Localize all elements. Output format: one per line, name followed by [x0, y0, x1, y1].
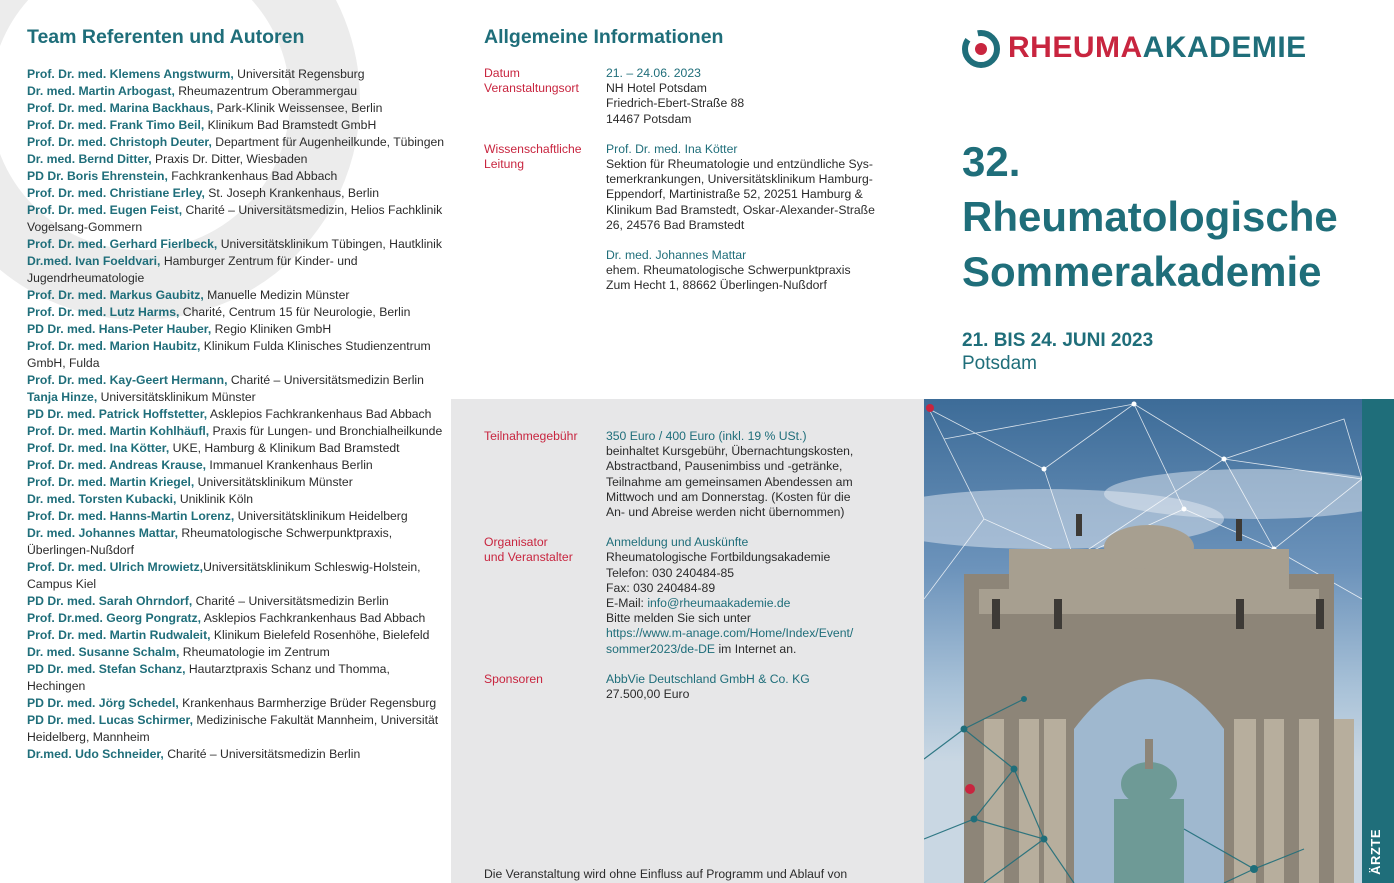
- speaker-name: Prof. Dr. med. Ulrich Mrowietz,: [27, 560, 204, 574]
- speaker-name: Dr.med. Udo Schneider,: [27, 747, 164, 761]
- leiter-line: ehem. Rheumatologische Schwerpunktpraxis: [606, 263, 851, 278]
- sanssouci-photo: [924, 399, 1362, 883]
- leiter-line: Sektion für Rheumatologie und entzündliche Sys-: [606, 157, 873, 172]
- organizer-label: und Veranstalter: [484, 550, 573, 565]
- sponsor-name: AbbVie Deutschland GmbH & Co. KG: [606, 671, 810, 686]
- speaker-entry: [27, 100, 447, 117]
- audience-sidebar: [1362, 399, 1394, 883]
- leitung-label-block: [484, 142, 606, 294]
- speaker-entry: [27, 610, 447, 627]
- venue-label: Veranstaltungsort: [484, 81, 579, 96]
- speaker-entry: [27, 338, 447, 372]
- speaker-affiliation: Universitätsklinikum Heidelberg: [234, 509, 408, 523]
- speaker-affiliation: Praxis Dr. Ditter, Wiesbaden: [151, 152, 308, 166]
- speaker-affiliation: St. Joseph Krankenhaus, Berlin: [204, 186, 380, 200]
- speaker-name: Dr. med. Bernd Ditter,: [27, 152, 152, 166]
- speaker-affiliation: Department für Augenheilkunde, Tübingen: [211, 135, 445, 149]
- speaker-entry: [27, 202, 447, 236]
- speaker-name: Prof. Dr. med. Marina Backhaus,: [27, 101, 214, 115]
- fee-label: Teilnahmegebühr: [484, 429, 578, 443]
- venue-line: 14467 Potsdam: [606, 111, 692, 126]
- speaker-name: Dr. med. Johannes Mattar,: [27, 526, 179, 540]
- speaker-entry: [27, 134, 447, 151]
- speaker-entry: [27, 321, 447, 338]
- speaker-name: PD Dr. med. Jörg Schedel,: [27, 696, 179, 710]
- sponsor-amount: 27.500,00 Euro: [606, 687, 690, 702]
- speaker-entry: [27, 151, 447, 168]
- speaker-entries: [27, 66, 447, 763]
- date-label-block: [484, 66, 606, 127]
- speaker-entry: [27, 304, 447, 321]
- date-venue-row: [484, 66, 904, 127]
- speaker-entry: [27, 440, 447, 457]
- speaker-name: PD Dr. med. Lucas Schirmer,: [27, 713, 193, 727]
- speaker-affiliation: Immanuel Krankenhaus Berlin: [206, 458, 373, 472]
- speaker-affiliation: Charité, Centrum 15 für Neurologie, Berlin: [179, 305, 411, 319]
- leitung-value: [606, 142, 904, 294]
- speaker-entry: [27, 593, 447, 610]
- speaker-name: Dr. med. Susanne Schalm,: [27, 645, 180, 659]
- speaker-name: Dr. med. Martin Arbogast,: [27, 84, 175, 98]
- leitung-label: Wissenschaftliche: [484, 141, 582, 156]
- organizer-value: [606, 535, 904, 657]
- speaker-name: Prof. Dr. med. Klemens Angstwurm,: [27, 67, 234, 81]
- fee-line: Teilnahme am gemeinsamen Abendessen am: [606, 474, 853, 489]
- sponsor-row: [484, 672, 904, 702]
- speaker-name: PD Dr. med. Hans-Peter Hauber,: [27, 322, 212, 336]
- organizer-label: Organisator: [484, 535, 548, 550]
- speaker-entry: [27, 746, 447, 763]
- date-value: 21. – 24.06. 2023: [606, 66, 701, 80]
- date-label: Datum: [484, 66, 520, 80]
- speaker-name: Prof. Dr. med. Hanns-Martin Lorenz,: [27, 509, 235, 523]
- speaker-name: Prof. Dr. med. Marion Haubitz,: [27, 339, 201, 353]
- audience-label: ÄRZTE: [1368, 829, 1383, 875]
- leiter-line: Klinikum Bad Bramstedt, Oskar-Alexander-Straße: [606, 202, 875, 217]
- gray-info-panel: [451, 399, 924, 883]
- organizer-name: Rheumatologische Fortbildungsakademie: [606, 550, 831, 565]
- speaker-entry: [27, 253, 447, 287]
- speaker-entry: [27, 712, 447, 746]
- speaker-name: Prof. Dr. med. Lutz Harms,: [27, 305, 180, 319]
- speaker-name: Prof. Dr.med. Georg Pongratz,: [27, 611, 202, 625]
- logo-text: [1008, 31, 1307, 65]
- fee-line: An- und Abreise werden nicht übernommen): [606, 505, 845, 520]
- speaker-affiliation: Praxis für Lungen- und Bronchialheilkunde: [209, 424, 443, 438]
- speaker-affiliation: Medizinische Fakultät Mannheim, Universität Heidelberg, Mannheim: [27, 713, 439, 744]
- leitung-row: [484, 142, 904, 294]
- speaker-heading: Team Referenten und Autoren: [27, 26, 305, 48]
- speaker-affiliation: Charité – Universitätsmedizin, Helios Fachklinik Vogelsang-Gommern: [27, 203, 443, 234]
- speaker-affiliation: Rheumatologie im Zentrum: [179, 645, 330, 659]
- leiter-name: Prof. Dr. med. Ina Kötter: [606, 141, 738, 156]
- speaker-entry: [27, 661, 447, 695]
- speaker-entry: [27, 491, 447, 508]
- email-link[interactable]: info@rheumaakademie.de: [647, 596, 791, 611]
- logo-icon: [962, 30, 998, 66]
- organizer-heading: Anmeldung und Auskünfte: [606, 535, 749, 550]
- date-venue-value: [606, 66, 904, 127]
- speaker-affiliation: Fachkrankenhaus Bad Abbach: [167, 169, 338, 183]
- logo-text-rheuma: RHEUMA: [1008, 31, 1143, 64]
- organizer-label-block: [484, 535, 606, 657]
- speaker-name: Prof. Dr. med. Christiane Erley,: [27, 186, 205, 200]
- registration-link-line: [606, 642, 904, 657]
- speaker-entry: [27, 525, 447, 559]
- speaker-affiliation: Universitätsklinikum Tübingen, Hautklinik: [217, 237, 442, 251]
- speaker-affiliation: Park-Klinik Weissensee, Berlin: [213, 101, 383, 115]
- logo-text-akademie: AKADEMIE: [1142, 31, 1307, 64]
- speaker-affiliation: Manuelle Medizin Münster: [203, 288, 350, 302]
- speaker-entry: [27, 559, 447, 593]
- speaker-name: PD Dr. Boris Ehrenstein,: [27, 169, 168, 183]
- speaker-entry: [27, 117, 447, 134]
- registration-suffix: im Internet an.: [715, 641, 797, 656]
- fee-line: Abstractband, Pausenimbiss und -getränke,: [606, 459, 843, 474]
- phone-number: Telefon: 030 240484-85: [606, 565, 735, 580]
- disclaimer-text: Die Veranstaltung wird ohne Einfluss auf Programm und Ablauf von: [484, 867, 848, 881]
- speaker-affiliation: Universitätsklinikum Schleswig-Holstein, Campus Kiel: [27, 560, 421, 591]
- rheumaakademie-logo: [962, 30, 1307, 66]
- speaker-affiliation: Klinikum Fulda Klinisches Studienzentrum GmbH, Fulda: [27, 339, 431, 370]
- speaker-entry: [27, 66, 447, 83]
- speaker-entry: [27, 185, 447, 202]
- speaker-entry: [27, 389, 447, 406]
- speaker-name: Prof. Dr. med. Martin Rudwaleit,: [27, 628, 211, 642]
- speaker-affiliation: Rheumatologische Schwerpunktpraxis, Überlingen-Nußdorf: [27, 526, 393, 557]
- speaker-affiliation: Asklepios Fachkrankenhaus Bad Abbach: [201, 611, 426, 625]
- speaker-name: Dr.med. Ivan Foeldvari,: [27, 254, 161, 268]
- speaker-entry: [27, 372, 447, 389]
- speaker-name: PD Dr. med. Sarah Ohrndorf,: [27, 594, 193, 608]
- speaker-name: Tanja Hinze,: [27, 390, 98, 404]
- speaker-affiliation: Klinikum Bielefeld Rosenhöhe, Bielefeld: [210, 628, 430, 642]
- speaker-affiliation: Charité – Universitätsmedizin Berlin: [192, 594, 389, 608]
- speaker-name: Prof. Dr. med. Eugen Feist,: [27, 203, 183, 217]
- registration-text: Bitte melden Sie sich unter: [606, 611, 751, 626]
- speaker-affiliation: Krankenhaus Barmherzige Brüder Regensburg: [178, 696, 437, 710]
- leiter-line: Eppendorf, Martinistraße 52, 20251 Hamburg &: [606, 187, 863, 202]
- speaker-affiliation: Charité – Universitätsmedizin Berlin: [227, 373, 424, 387]
- registration-link[interactable]: sommer2023/de-DE: [606, 641, 716, 656]
- speaker-affiliation: Regio Kliniken GmbH: [211, 322, 332, 336]
- speaker-name: Dr. med. Torsten Kubacki,: [27, 492, 177, 506]
- speaker-name: Prof. Dr. med. Frank Timo Beil,: [27, 118, 205, 132]
- speaker-affiliation: Rheumazentrum Oberammergau: [174, 84, 358, 98]
- speaker-name: PD Dr. med. Patrick Hoffstetter,: [27, 407, 208, 421]
- speaker-name: Prof. Dr. med. Martin Kriegel,: [27, 475, 195, 489]
- speaker-entry: [27, 508, 447, 525]
- fax-number: Fax: 030 240484-89: [606, 580, 716, 595]
- speaker-entry: [27, 287, 447, 304]
- leiter-line: temerkrankungen, Universitätsklinikum Hamburg-: [606, 172, 873, 187]
- sponsor-value: [606, 672, 904, 702]
- speaker-affiliation: Hamburger Zentrum für Kinder- und Jugendrheumatologie: [27, 254, 358, 285]
- speaker-entry: [27, 457, 447, 474]
- event-dates: 21. BIS 24. JUNI 2023: [962, 330, 1154, 351]
- venue-line: NH Hotel Potsdam: [606, 81, 707, 96]
- leitung-label: Leitung: [484, 157, 524, 172]
- leiter-line: Zum Hecht 1, 88662 Überlingen-Nußdorf: [606, 278, 827, 293]
- speaker-affiliation: Universitätsklinikum Münster: [97, 390, 256, 404]
- fee-line: Mittwoch und am Donnerstag. (Kosten für die: [606, 489, 851, 504]
- speaker-list: [27, 26, 447, 763]
- speaker-entry: [27, 236, 447, 253]
- speaker-entry: [27, 423, 447, 440]
- organizer-row: [484, 535, 904, 657]
- fee-value: [606, 429, 904, 520]
- speaker-name: Prof. Dr. med. Andreas Krause,: [27, 458, 207, 472]
- speaker-name: Prof. Dr. med. Martin Kohlhäufl,: [27, 424, 210, 438]
- speaker-affiliation: Universitätsklinikum Münster: [194, 475, 353, 489]
- venue-line: Friedrich-Ebert-Straße 88: [606, 96, 745, 111]
- email-line: [606, 596, 904, 611]
- registration-link[interactable]: https://www.m-anage.com/Home/Index/Event/: [606, 626, 854, 641]
- title-line: Rheumatologische: [962, 193, 1338, 240]
- speaker-affiliation: Uniklinik Köln: [176, 492, 253, 506]
- title-line: 32.: [962, 138, 1021, 185]
- sponsor-label: Sponsoren: [484, 671, 543, 686]
- fee-price: 350 Euro / 400 Euro (inkl. 19 % USt.): [606, 429, 807, 443]
- leiter-name: Dr. med. Johannes Mattar: [606, 248, 747, 263]
- event-title: [962, 134, 1338, 299]
- speaker-affiliation: UKE, Hamburg & Klinikum Bad Bramstedt: [169, 441, 400, 455]
- speaker-name: Prof. Dr. med. Kay-Geert Hermann,: [27, 373, 228, 387]
- speaker-entry: [27, 168, 447, 185]
- fee-row: [484, 429, 904, 520]
- speaker-name: Prof. Dr. med. Ina Kötter,: [27, 441, 170, 455]
- speaker-affiliation: Klinikum Bad Bramstedt GmbH: [204, 118, 377, 132]
- general-info: [484, 26, 904, 309]
- speaker-name: Prof. Dr. med. Gerhard Fierlbeck,: [27, 237, 218, 251]
- email-prefix: E-Mail:: [606, 596, 648, 611]
- fee-line: beinhaltet Kursgebühr, Übernachtungskosten,: [606, 444, 854, 459]
- info-heading: Allgemeine Informationen: [484, 26, 724, 48]
- speaker-name: Prof. Dr. med. Christoph Deuter,: [27, 135, 212, 149]
- speaker-affiliation: Hautarztpraxis Schanz und Thomma, Hechingen: [27, 662, 390, 693]
- speaker-affiliation: Asklepios Fachkrankenhaus Bad Abbach: [207, 407, 432, 421]
- speaker-name: Prof. Dr. med. Markus Gaubitz,: [27, 288, 204, 302]
- title-line: Sommerakademie: [962, 248, 1322, 295]
- event-city: Potsdam: [962, 353, 1037, 374]
- speaker-entry: [27, 627, 447, 644]
- speaker-entry: [27, 695, 447, 712]
- speaker-name: PD Dr. med. Stefan Schanz,: [27, 662, 186, 676]
- speaker-affiliation: Universität Regensburg: [233, 67, 365, 81]
- speaker-entry: [27, 474, 447, 491]
- speaker-entry: [27, 83, 447, 100]
- speaker-affiliation: Charité – Universitätsmedizin Berlin: [163, 747, 361, 761]
- speaker-entry: [27, 644, 447, 661]
- speaker-entry: [27, 406, 447, 423]
- leiter-line: 26, 24576 Bad Bramstedt: [606, 217, 745, 232]
